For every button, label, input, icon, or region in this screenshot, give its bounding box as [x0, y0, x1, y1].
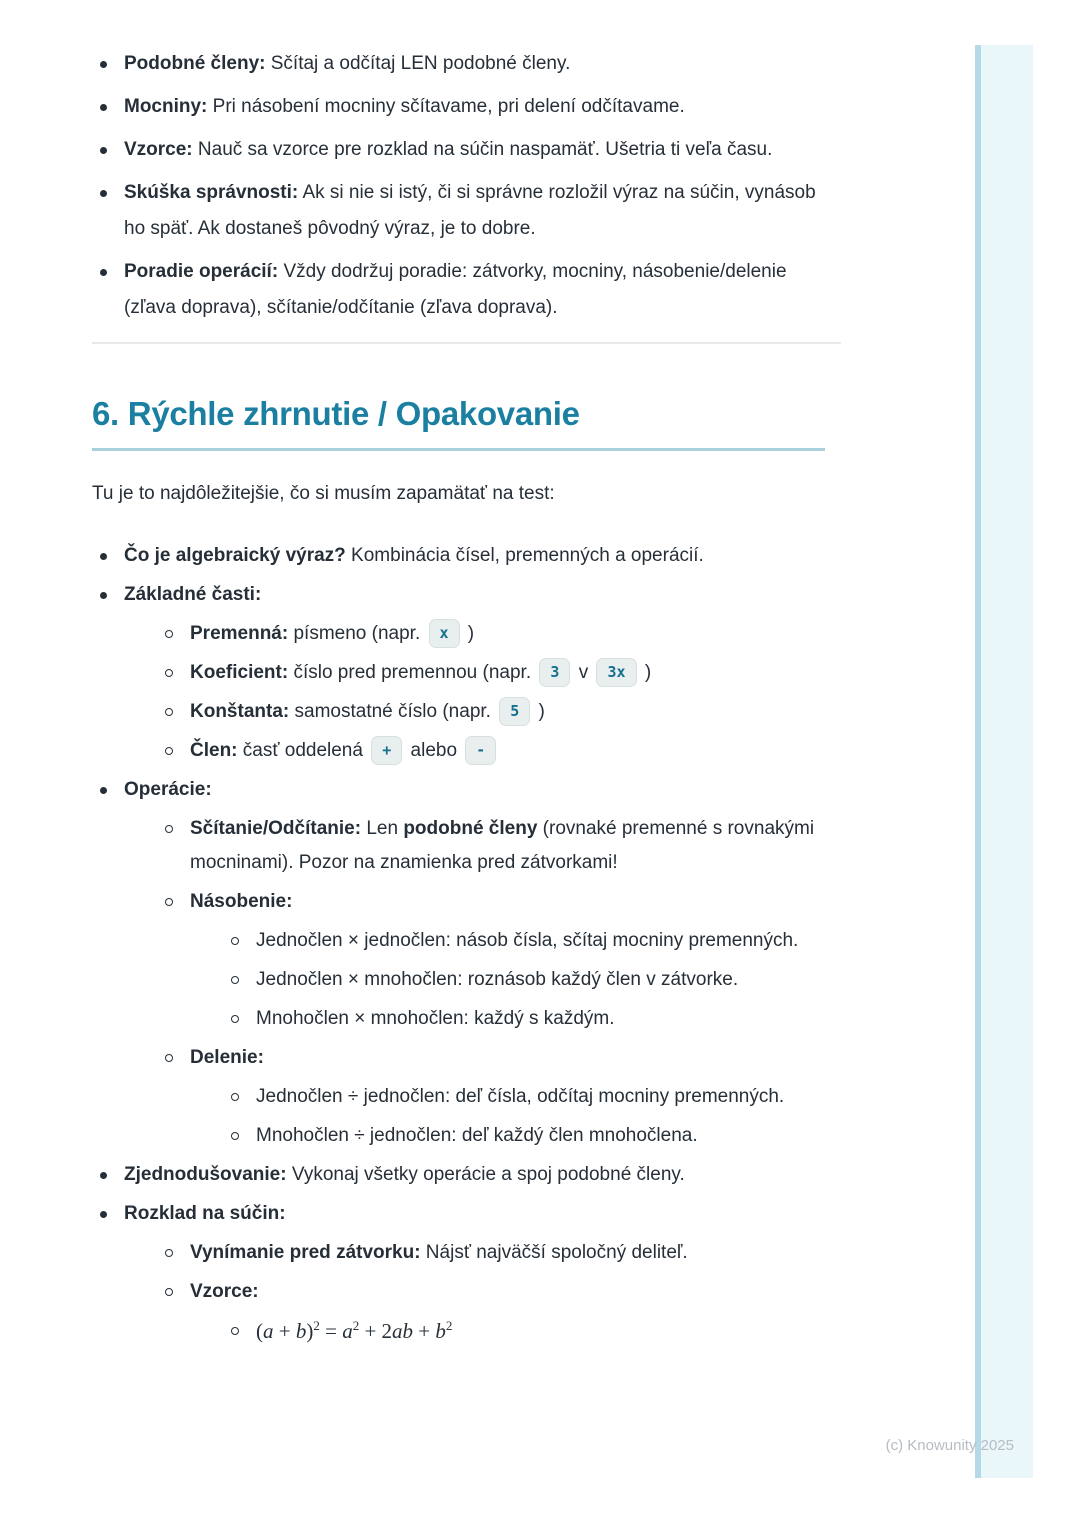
- code-chip: x: [429, 619, 460, 648]
- math-exponent: 2: [352, 1318, 360, 1333]
- list-item-level-1: [92, 1158, 829, 1192]
- nested-list-level-3: [224, 1080, 829, 1153]
- bold-label: Vzorce:: [124, 139, 193, 160]
- list-item-level-2: [158, 656, 829, 690]
- text-run: Jednočlen × jednočlen: násob čísla, sčítaj mocniny premenných.: [256, 930, 799, 951]
- bold-label: Základné časti:: [124, 584, 262, 605]
- list-item-level-3: [224, 1119, 829, 1153]
- bold-label: Premenná:: [190, 623, 289, 644]
- nested-list-level-2: [158, 617, 829, 768]
- list-item-level-2: [158, 885, 829, 1036]
- list-item-level-1: [92, 1197, 829, 1350]
- bold-label: Skúška správnosti:: [124, 182, 299, 203]
- text-run: Vždy dodržuj poradie: zátvorky, mocniny, násobenie/delenie (zľava doprava), sčítanie/odčítanie (zľava doprava).: [124, 261, 787, 318]
- text-run: číslo pred premennou (napr.: [288, 662, 537, 683]
- page-edge-panel: [975, 45, 1033, 1478]
- text-run: Jednočlen × mnohočlen: roznásob každý člen v zátvorke.: [256, 969, 739, 990]
- bold-label: Podobné členy:: [124, 53, 266, 74]
- list-item-level-2: [158, 695, 829, 729]
- bold-label: Násobenie:: [190, 891, 293, 912]
- nested-list-level-3: [224, 1314, 829, 1350]
- list-item-level-1: [92, 175, 829, 247]
- text-run: Mnohočlen ÷ jednočlen: deľ každý člen mnohočlena.: [256, 1125, 698, 1146]
- document-content: [92, 46, 829, 1355]
- list-item-level-1: [92, 578, 829, 768]
- bold-label: Koeficient:: [190, 662, 289, 683]
- text-run: Sčítaj a odčítaj LEN podobné členy.: [265, 53, 571, 74]
- code-chip: 3: [539, 658, 570, 687]
- bold-label: Zjednodušovanie:: [124, 1164, 287, 1185]
- text-run: Vykonaj všetky operácie a spoj podobné členy.: [286, 1164, 685, 1185]
- text-run: v: [573, 662, 594, 683]
- heading-underline: [92, 448, 825, 451]
- code-chip: 3x: [596, 658, 636, 687]
- nested-list-level-3: [224, 924, 829, 1036]
- bold-label: Poradie operácií:: [124, 261, 279, 282]
- bold-label: podobné členy: [403, 818, 538, 839]
- text-run: Pri násobení mocniny sčítavame, pri delení odčítavame.: [207, 96, 685, 117]
- bold-label: Člen:: [190, 740, 238, 761]
- text-run: Kombinácia čísel, premenných a operácií.: [345, 545, 704, 566]
- section-divider: [92, 342, 841, 344]
- list-item-level-3: [224, 924, 829, 958]
- section-heading: 6. Rýchle zhrnutie / Opakovanie: [92, 395, 580, 432]
- text-run: písmeno (napr.: [288, 623, 426, 644]
- code-chip: +: [371, 736, 402, 765]
- list-item-level-2: [158, 1041, 829, 1153]
- bold-label: Vzorce:: [190, 1281, 259, 1302]
- nested-list-level-2: [158, 1236, 829, 1350]
- list-item-level-1: [92, 46, 829, 82]
- bold-label: Rozklad na súčin:: [124, 1203, 286, 1224]
- text-run: Ak si nie si istý, či si správne rozložil výraz na súčin, vynásob ho späť. Ak dostaneš pôvodný výraz, je to dobre.: [124, 182, 816, 239]
- math-exponent: 2: [445, 1318, 453, 1333]
- nested-list-level-2: [158, 812, 829, 1153]
- text-run: ): [533, 701, 545, 722]
- text-run: časť oddelená: [237, 740, 369, 761]
- intro-paragraph: Tu je to najdôležitejšie, čo si musím zapamätať na test:: [92, 483, 555, 504]
- list-item-level-2: [158, 812, 829, 880]
- text-run: alebo: [405, 740, 463, 761]
- list-item-level-1: [92, 539, 829, 573]
- bold-label: Konštanta:: [190, 701, 290, 722]
- list-item-level-1: [92, 254, 829, 326]
- list-item-level-1: [92, 89, 829, 125]
- math-part: a: [342, 1319, 353, 1343]
- text-run: Jednočlen ÷ jednočlen: deľ čísla, odčítaj mocniny premenných.: [256, 1086, 785, 1107]
- bold-label: Mocniny:: [124, 96, 208, 117]
- math-part: + 2: [359, 1319, 393, 1343]
- bold-label: Operácie:: [124, 779, 212, 800]
- list-item-level-2: [158, 1236, 829, 1270]
- bold-label: Vynímanie pred zátvorku:: [190, 1242, 421, 1263]
- text-run: ): [639, 662, 652, 683]
- page-edge-line: [975, 45, 981, 1478]
- math-part: b: [435, 1319, 446, 1343]
- list-item-level-3: [224, 1314, 829, 1350]
- text-run: samostatné číslo (napr.: [289, 701, 497, 722]
- list-item-level-3: [224, 1002, 829, 1036]
- list-item-level-3: [224, 1080, 829, 1114]
- list-item-level-1: [92, 132, 829, 168]
- copyright-watermark: (c) Knowunity 2025: [885, 1437, 1014, 1454]
- list-item-level-2: [158, 734, 829, 768]
- math-part: (: [256, 1319, 263, 1343]
- list-item-level-2: [158, 1275, 829, 1350]
- bold-label: Čo je algebraický výraz?: [124, 545, 346, 566]
- code-chip: -: [465, 736, 496, 765]
- text-run: (rovnaké premenné s rovnakými mocninami). Pozor na znamienka pred zátvorkami!: [190, 818, 815, 873]
- text-run: ): [462, 623, 475, 644]
- list-item-level-3: [224, 963, 829, 997]
- math-part: a: [263, 1319, 274, 1343]
- text-run: Nauč sa vzorce pre rozklad na súčin naspamäť. Ušetria ti veľa času.: [192, 139, 773, 160]
- math-part: +: [273, 1319, 296, 1343]
- list-item-level-2: [158, 617, 829, 651]
- math-part: b: [295, 1319, 307, 1343]
- math-part: ): [306, 1319, 314, 1343]
- math-exponent: 2: [313, 1318, 320, 1333]
- list-item-level-1: [92, 773, 829, 1153]
- text-run: Mnohočlen × mnohočlen: každý s každým.: [256, 1008, 615, 1029]
- math-part: ab: [392, 1319, 414, 1343]
- bold-label: Sčítanie/Odčítanie:: [190, 818, 362, 839]
- tips-list: [92, 46, 829, 326]
- math-part: =: [319, 1319, 343, 1343]
- text-run: Nájsť najväčší spoločný deliteľ.: [420, 1242, 688, 1263]
- bold-label: Delenie:: [190, 1047, 264, 1068]
- math-part: +: [413, 1319, 436, 1343]
- math-formula: [256, 1319, 452, 1343]
- text-run: Len: [361, 818, 404, 839]
- code-chip: 5: [499, 697, 530, 726]
- summary-list: [92, 539, 829, 1350]
